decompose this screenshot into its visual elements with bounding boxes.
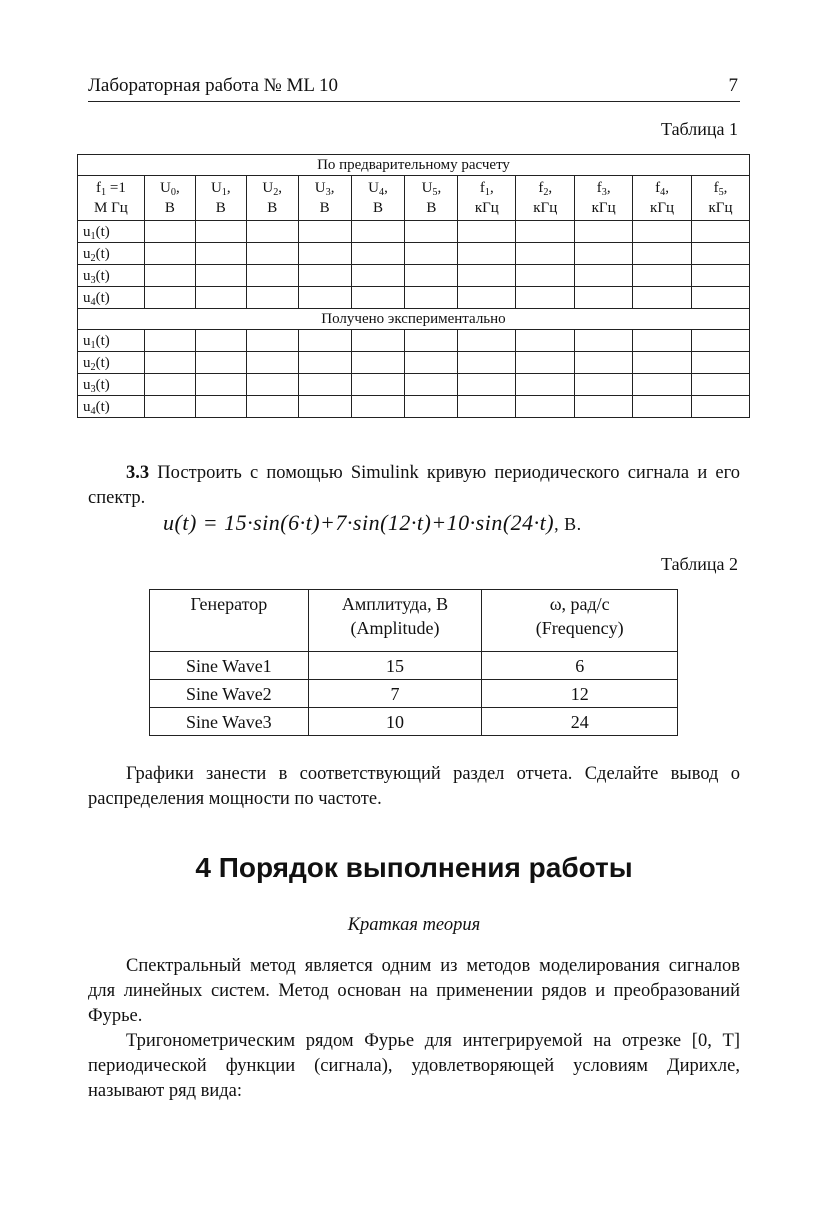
table1-row-exp bbox=[78, 396, 750, 418]
table-cell bbox=[405, 374, 458, 396]
header-title: Лабораторная работа № ML 10 bbox=[88, 75, 339, 96]
table2 bbox=[149, 589, 678, 736]
table-cell bbox=[458, 243, 516, 265]
row-label: $u_3(t)$ bbox=[78, 265, 145, 287]
table-cell bbox=[516, 287, 575, 309]
table2-cell-generator: Sine Wave2 bbox=[150, 680, 309, 708]
table-cell bbox=[692, 287, 750, 309]
table-cell bbox=[516, 243, 575, 265]
table2-cell-generator: Sine Wave3 bbox=[150, 708, 309, 736]
page-header bbox=[88, 75, 740, 102]
table-cell bbox=[516, 352, 575, 374]
table1-col-header: $U_5$, В bbox=[405, 176, 458, 221]
table-cell bbox=[144, 287, 195, 309]
table-cell bbox=[692, 265, 750, 287]
table1-col-header: $U_4$, В bbox=[351, 176, 405, 221]
table-cell bbox=[195, 243, 246, 265]
table-cell bbox=[575, 243, 633, 265]
table1-row-calc bbox=[78, 265, 750, 287]
table2-cell-amplitude: 15 bbox=[308, 652, 482, 680]
table-cell bbox=[458, 396, 516, 418]
table-cell bbox=[405, 265, 458, 287]
table-cell bbox=[633, 287, 692, 309]
table-cell bbox=[351, 265, 405, 287]
table2-col-header: Амплитуда, В (Amplitude) bbox=[308, 590, 482, 652]
table-cell bbox=[351, 243, 405, 265]
table2-cell-omega: 12 bbox=[482, 680, 678, 708]
table-cell bbox=[633, 396, 692, 418]
table-cell bbox=[405, 330, 458, 352]
table-cell bbox=[195, 374, 246, 396]
table-cell bbox=[246, 396, 298, 418]
table-cell bbox=[144, 352, 195, 374]
table-cell bbox=[575, 374, 633, 396]
table-cell bbox=[692, 221, 750, 243]
table-cell bbox=[195, 221, 246, 243]
table-cell bbox=[144, 396, 195, 418]
table1-col-header: $f_1 =1$ М Гц bbox=[78, 176, 145, 221]
table2-cell-generator: Sine Wave1 bbox=[150, 652, 309, 680]
table2-row bbox=[150, 652, 678, 680]
table-cell bbox=[633, 221, 692, 243]
table-cell bbox=[633, 330, 692, 352]
table-cell bbox=[458, 374, 516, 396]
table-cell bbox=[144, 265, 195, 287]
table1-section-exp: Получено экспериментально bbox=[78, 309, 750, 330]
theory-paragraph-1: Спектральный метод является одним из методов моделирования сигналов для линейных систем. Метод основан на применении рядов и преобразований Фурье. bbox=[88, 956, 740, 1026]
table-cell bbox=[246, 221, 298, 243]
table1-col-header: $f_4$, кГц bbox=[633, 176, 692, 221]
table-cell bbox=[633, 243, 692, 265]
table-cell bbox=[516, 396, 575, 418]
table-cell bbox=[195, 396, 246, 418]
table-cell bbox=[144, 374, 195, 396]
row-label: $u_3(t)$ bbox=[78, 374, 145, 396]
table-cell bbox=[246, 265, 298, 287]
formula-unit: , В. bbox=[554, 514, 582, 534]
table1-section-calc: По предварительному расчету bbox=[78, 155, 750, 176]
table2-cell-omega: 6 bbox=[482, 652, 678, 680]
table-cell bbox=[351, 287, 405, 309]
table2-row bbox=[150, 708, 678, 736]
table-cell bbox=[575, 221, 633, 243]
section-subtitle: Краткая теория bbox=[347, 915, 481, 935]
table-cell bbox=[405, 221, 458, 243]
table1-col-header: $U_0$, В bbox=[144, 176, 195, 221]
table-cell bbox=[298, 221, 351, 243]
table-cell bbox=[246, 352, 298, 374]
formula: u(t) = 15·sin(6·t)+7·sin(12·t)+10·sin(24·t) bbox=[163, 510, 555, 535]
table2-cell-omega: 24 bbox=[482, 708, 678, 736]
table-cell bbox=[195, 330, 246, 352]
table1-col-header: $f_1$, кГц bbox=[458, 176, 516, 221]
table-cell bbox=[405, 287, 458, 309]
table-cell bbox=[246, 374, 298, 396]
table1-col-header: $U_3$, В bbox=[298, 176, 351, 221]
table-cell bbox=[516, 265, 575, 287]
table-cell bbox=[692, 352, 750, 374]
row-label: $u_2(t)$ bbox=[78, 352, 145, 374]
table-cell bbox=[516, 374, 575, 396]
table-cell bbox=[575, 265, 633, 287]
table-cell bbox=[633, 374, 692, 396]
row-label: $u_4(t)$ bbox=[78, 396, 145, 418]
table-cell bbox=[351, 330, 405, 352]
table-cell bbox=[195, 352, 246, 374]
table-cell bbox=[405, 352, 458, 374]
table1 bbox=[77, 154, 750, 418]
conclusion-paragraph: Графики занести в соответствующий раздел отчета. Сделайте вывод о распределения мощности по частоте. bbox=[88, 764, 740, 809]
table-cell bbox=[516, 330, 575, 352]
formula-block bbox=[163, 510, 703, 540]
table-cell bbox=[246, 287, 298, 309]
table1-row-exp bbox=[78, 374, 750, 396]
task-paragraph bbox=[88, 461, 740, 511]
table-cell bbox=[458, 330, 516, 352]
row-label: $u_1(t)$ bbox=[78, 330, 145, 352]
table-cell bbox=[298, 243, 351, 265]
table2-header-row bbox=[150, 590, 678, 652]
table-cell bbox=[298, 265, 351, 287]
table-cell bbox=[575, 287, 633, 309]
table-cell bbox=[351, 374, 405, 396]
table2-row bbox=[150, 680, 678, 708]
section-heading: 4 Порядок выполнения работы bbox=[195, 852, 633, 883]
task-text: Построить с помощью Simulink кривую периодического сигнала и его спектр. bbox=[88, 463, 740, 508]
table1-row-exp bbox=[78, 352, 750, 374]
table-cell bbox=[144, 243, 195, 265]
row-label: $u_2(t)$ bbox=[78, 243, 145, 265]
table-cell bbox=[298, 396, 351, 418]
table-cell bbox=[458, 221, 516, 243]
table-cell bbox=[195, 287, 246, 309]
table1-col-header: $f_5$, кГц bbox=[692, 176, 750, 221]
table-cell bbox=[575, 396, 633, 418]
table-cell bbox=[351, 396, 405, 418]
page-number: 7 bbox=[728, 75, 738, 96]
table-cell bbox=[246, 243, 298, 265]
table1-row-calc bbox=[78, 221, 750, 243]
table-cell bbox=[405, 396, 458, 418]
row-label: $u_4(t)$ bbox=[78, 287, 145, 309]
table-cell bbox=[575, 352, 633, 374]
table1-col-header: $U_1$, В bbox=[195, 176, 246, 221]
table2-cell-amplitude: 7 bbox=[308, 680, 482, 708]
table-cell bbox=[351, 352, 405, 374]
theory-paragraph-2: Тригонометрическим рядом Фурье для интегрируемой на отрезке [0, T] периодической функции (сигнала), удовлетворяющей условиям Дирихле, называют ряд вида: bbox=[88, 1031, 740, 1101]
table-cell bbox=[692, 330, 750, 352]
table-cell bbox=[633, 265, 692, 287]
table1-row-calc bbox=[78, 243, 750, 265]
table1-col-header: $f_3$, кГц bbox=[575, 176, 633, 221]
row-label: $u_1(t)$ bbox=[78, 221, 145, 243]
table-cell bbox=[195, 265, 246, 287]
table1-row-calc bbox=[78, 287, 750, 309]
table-cell bbox=[692, 396, 750, 418]
table2-caption: Таблица 2 bbox=[661, 554, 738, 574]
table-cell bbox=[144, 330, 195, 352]
table1-caption: Таблица 1 bbox=[661, 119, 738, 139]
table2-col-header: Генератор bbox=[150, 590, 309, 652]
task-number: 3.3 bbox=[126, 463, 150, 483]
table-cell bbox=[298, 287, 351, 309]
table-cell bbox=[405, 243, 458, 265]
table-cell bbox=[516, 221, 575, 243]
table-cell bbox=[298, 330, 351, 352]
table1-row-exp bbox=[78, 330, 750, 352]
table-cell bbox=[458, 265, 516, 287]
table1-header-row bbox=[78, 176, 750, 221]
table-cell bbox=[633, 352, 692, 374]
table2-col-header: ω, рад/с (Frequency) bbox=[482, 590, 678, 652]
table-cell bbox=[458, 352, 516, 374]
table1-col-header: $U_2$, В bbox=[246, 176, 298, 221]
table-cell bbox=[298, 374, 351, 396]
table-cell bbox=[692, 374, 750, 396]
table-cell bbox=[575, 330, 633, 352]
table-cell bbox=[458, 287, 516, 309]
table-cell bbox=[144, 221, 195, 243]
table-cell bbox=[298, 352, 351, 374]
table-cell bbox=[246, 330, 298, 352]
table-cell bbox=[351, 221, 405, 243]
table1-col-header: $f_2$, кГц bbox=[516, 176, 575, 221]
table-cell bbox=[692, 243, 750, 265]
table2-cell-amplitude: 10 bbox=[308, 708, 482, 736]
